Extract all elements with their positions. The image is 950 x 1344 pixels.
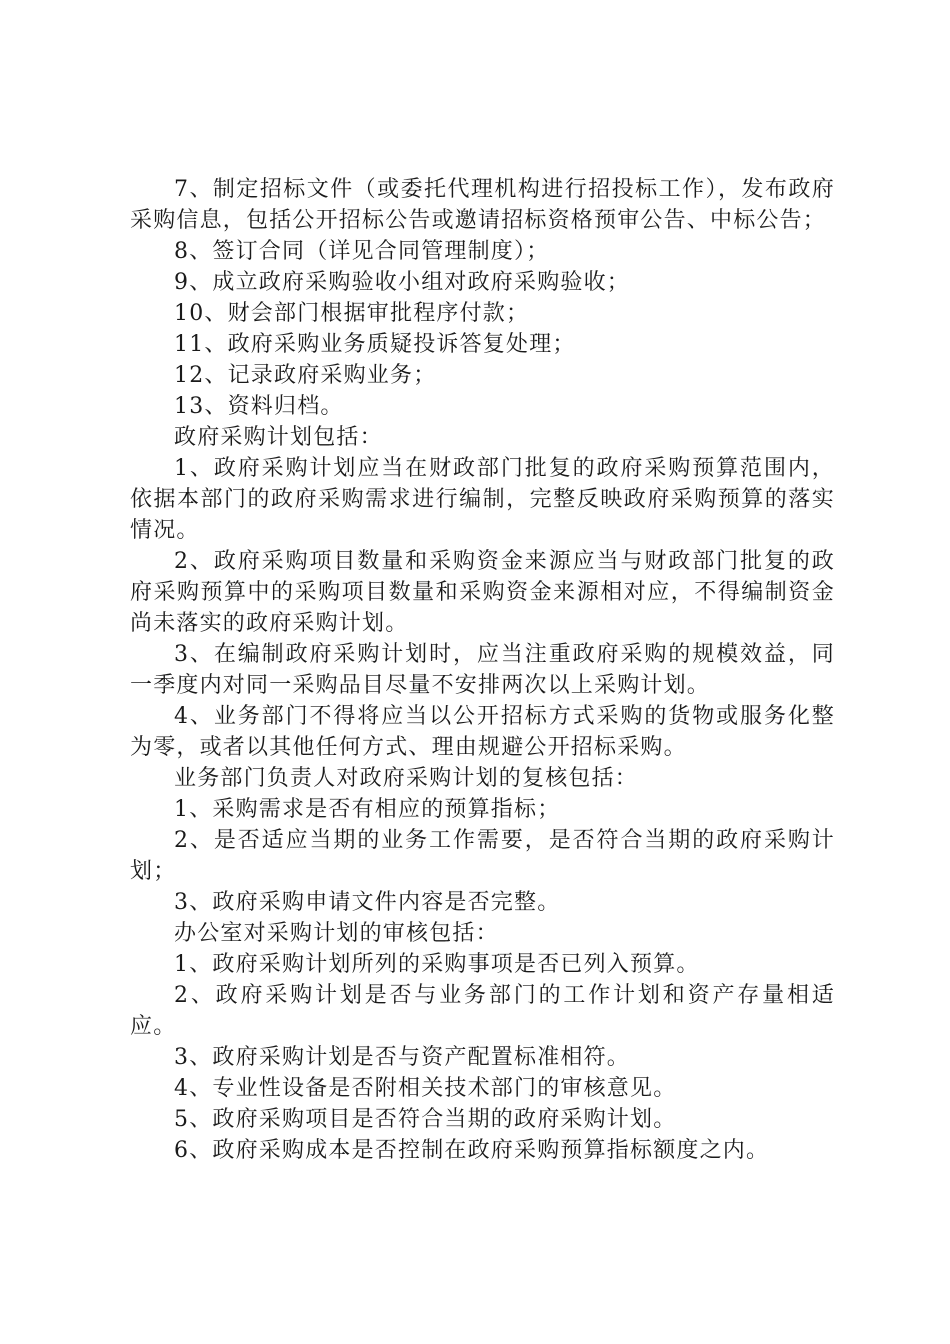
paragraph-audit-4: 4、专业性设备是否附相关技术部门的审核意见。 (174, 1076, 677, 1101)
paragraph-step-8: 8、签订合同（详见合同管理制度）； (174, 239, 550, 264)
paragraph-audit-3: 3、政府采购计划是否与资产配置标准相符。 (174, 1045, 630, 1070)
paragraph-review-3: 3、政府采购申请文件内容是否完整。 (174, 890, 561, 915)
paragraph-plan-3: 3、在编制政府采购计划时，应当注重政府采购的规模效益，同一季度内对同一采购品目尽量不安排两次以上采购计划。 (130, 642, 835, 698)
paragraph-plan-2: 2、政府采购项目数量和采购资金来源应当与财政部门批复的政府采购预算中的采购项目数量和采购资金来源相对应，不得编制资金尚未落实的政府采购计划。 (130, 549, 835, 636)
paragraph-review-1: 1、采购需求是否有相应的预算指标； (174, 797, 561, 822)
section-heading-plan: 政府采购计划包括： (174, 425, 383, 450)
paragraph-plan-4: 4、业务部门不得将应当以公开招标方式采购的货物或服务化整为零，或者以其他任何方式、理由规避公开招标采购。 (130, 704, 835, 760)
paragraph-audit-6: 6、政府采购成本是否控制在政府采购预算指标额度之内。 (174, 1138, 770, 1163)
section-heading-review: 业务部门负责人对政府采购计划的复核包括： (174, 766, 639, 791)
paragraph-step-7: 7、制定招标文件（或委托代理机构进行招投标工作），发布政府采购信息，包括公开招标公告或邀请招标资格预审公告、中标公告； (130, 177, 835, 233)
paragraph-plan-1: 1、政府采购计划应当在财政部门批复的政府采购预算范围内，依据本部门的政府采购需求进行编制，完整反映政府采购预算的落实情况。 (130, 456, 835, 543)
paragraph-step-12: 12、记录政府采购业务； (174, 363, 437, 388)
section-heading-audit: 办公室对采购计划的审核包括： (174, 921, 499, 946)
paragraph-audit-1: 1、政府采购计划所列的采购事项是否已列入预算。 (174, 952, 700, 977)
paragraph-audit-2: 2、政府采购计划是否与业务部门的工作计划和资产存量相适应。 (130, 983, 835, 1039)
paragraph-step-10: 10、财会部门根据审批程序付款； (174, 301, 530, 326)
paragraph-step-11: 11、政府采购业务质疑投诉答复处理； (174, 332, 576, 357)
paragraph-audit-5: 5、政府采购项目是否符合当期的政府采购计划。 (174, 1107, 677, 1132)
document-body (130, 174, 835, 1166)
paragraph-step-9: 9、成立政府采购验收小组对政府采购验收； (174, 270, 630, 295)
paragraph-review-2: 2、是否适应当期的业务工作需要，是否符合当期的政府采购计划； (130, 828, 835, 884)
paragraph-step-13: 13、资料归档。 (174, 394, 344, 419)
